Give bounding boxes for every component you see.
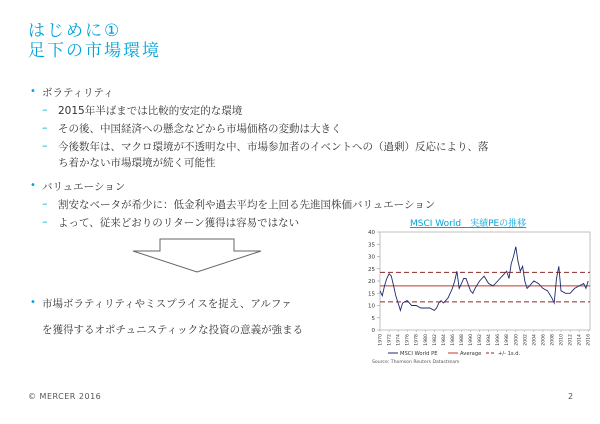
x-tick-label: 1990 <box>469 334 475 346</box>
x-tick-label: 1974 <box>396 334 402 346</box>
slide-title-line2: 足下の市場環境 <box>28 41 161 61</box>
x-tick-label: 1994 <box>487 334 493 346</box>
bullet-volatility: ボラティリティ <box>42 87 114 99</box>
down-arrow-icon <box>130 238 264 274</box>
page-number: 2 <box>568 392 574 401</box>
x-tick-label: 2012 <box>568 334 574 346</box>
dash-marker: – <box>42 197 48 210</box>
x-tick-label: 2006 <box>541 334 547 346</box>
plot-frame <box>380 232 590 330</box>
x-tick-label: 2008 <box>550 334 556 346</box>
x-tick-label: 1986 <box>450 334 456 346</box>
x-tick-label: 1978 <box>414 334 420 346</box>
x-tick-label: 2000 <box>514 334 520 346</box>
x-tick-label: 2014 <box>577 334 583 346</box>
valuation-sub-2: よって、従来どおりのリターン獲得は容易ではない <box>58 217 300 229</box>
x-tick-label: 1970 <box>378 334 384 346</box>
y-tick-label: 15 <box>368 291 375 298</box>
volatility-sub-1: 2015年半ばまでは比較的安定的な環境 <box>58 105 243 117</box>
volatility-sub-3: 今後数年は、マクロ環境が不透明な中、市場参加者のイベントへの（過剰）反応により、落 <box>58 141 489 153</box>
y-tick-label: 25 <box>368 266 375 273</box>
dash-marker: – <box>42 139 48 152</box>
x-tick-label: 1984 <box>441 334 447 346</box>
pe-series-line <box>380 247 588 311</box>
legend-label-average: Average <box>460 351 482 357</box>
x-tick-label: 1972 <box>387 334 393 346</box>
conclusion-line1: 市場ボラティリティやミスプライスを捉え、アルファ <box>42 298 292 310</box>
x-tick-label: 1976 <box>405 334 411 346</box>
slide-title-line1: はじめに① <box>28 21 122 41</box>
copyright: © MERCER 2016 <box>28 392 102 401</box>
volatility-sub-3-cont: ち着かない市場環境が続く可能性 <box>58 157 216 169</box>
bullet-dot: • <box>30 180 36 191</box>
x-tick-label: 2002 <box>523 334 529 346</box>
valuation-sub-1: 割安なベータが希少に：低金利や過去平均を上回る先進国株価バリュエーション <box>58 199 436 211</box>
dash-marker: – <box>42 121 48 134</box>
bullet-valuation: バリュエーション <box>42 181 126 193</box>
y-tick-label: 35 <box>368 242 375 249</box>
x-tick-label: 2004 <box>532 334 538 346</box>
dash-marker: – <box>42 103 48 116</box>
chart-source: Source: Thomson Reuters Datastream <box>372 360 460 365</box>
pe-line-chart <box>360 226 596 376</box>
y-tick-label: 20 <box>368 279 375 285</box>
x-tick-label: 1980 <box>423 334 429 346</box>
y-tick-label: 30 <box>368 254 375 261</box>
x-tick-label: 1982 <box>432 334 438 346</box>
x-tick-label: 1992 <box>478 334 484 346</box>
y-tick-label: 10 <box>368 303 375 310</box>
dash-marker: – <box>42 215 48 228</box>
y-tick-label: 40 <box>368 230 375 236</box>
y-tick-label: 5 <box>371 315 375 322</box>
x-tick-label: 2010 <box>559 334 565 346</box>
legend-label-pe: MSCI World PE <box>400 351 438 357</box>
bullet-dot: • <box>30 86 36 97</box>
chart-title: MSCI World 実績PEの推移 <box>410 219 527 229</box>
x-tick-label: 1996 <box>496 334 502 346</box>
bullet-dot: • <box>30 297 36 308</box>
x-tick-label: 2016 <box>586 334 592 346</box>
conclusion-line2: を獲得するオポチュニスティックな投資の意義が強まる <box>42 324 304 336</box>
legend-label-sd: +/- 1s.d. <box>498 351 521 357</box>
volatility-sub-2: その後、中国経済への懸念などから市場価格の変動は大きく <box>58 123 342 135</box>
x-tick-label: 1988 <box>459 334 465 346</box>
x-tick-label: 1998 <box>505 334 511 346</box>
y-tick-label: 0 <box>371 328 375 334</box>
